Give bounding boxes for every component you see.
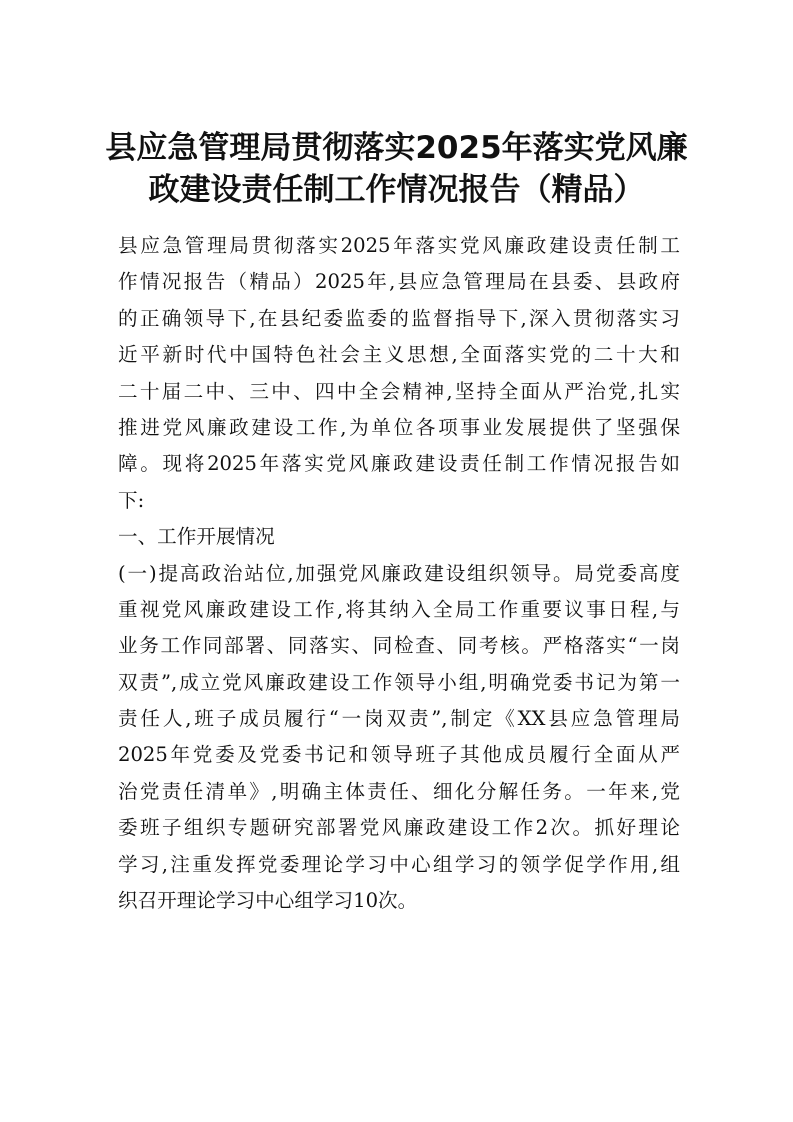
- body-line: 重视党风廉政建设工作,将其纳入全局工作重要议事日程,与: [118, 597, 680, 621]
- body-line: 责任人,班子成员履行“一岗双责”,制定《XX县应急管理局: [118, 707, 680, 731]
- document-title-line-2: 政建设责任制工作情况报告（精品）: [148, 172, 645, 208]
- body-line: 县应急管理局贯彻落实2025年落实党风廉政建设责任制工: [118, 234, 680, 257]
- document-title-line-1: 县应急管理局贯彻落实2025年落实党风廉: [105, 130, 688, 166]
- body-line: 推进党风廉政建设工作,为单位各项事业发展提供了坚强保: [118, 415, 680, 439]
- body-line: 2025年党委及党委书记和领导班子其他成员履行全面从严: [118, 743, 680, 767]
- body-line: 障。现将2025年落实党风廉政建设责任制工作情况报告如: [118, 452, 680, 476]
- body-line: 二十届二中、三中、四中全会精神,坚持全面从严治党,扎实: [118, 379, 680, 403]
- body-line: 的正确领导下,在县纪委监委的监督指导下,深入贯彻落实习: [118, 306, 680, 330]
- body-line: 委班子组织专题研究部署党风廉政建设工作2次。抓好理论: [118, 816, 680, 840]
- body-line: 近平新时代中国特色社会主义思想,全面落实党的二十大和: [118, 343, 680, 367]
- body-line: 学习,注重发挥党委理论学习中心组学习的领学促学作用,组: [118, 852, 680, 876]
- body-line: 治党责任清单》,明确主体责任、细化分解任务。一年来,党: [118, 779, 680, 803]
- body-line: 织召开理论学习中心组学习10次。: [118, 889, 418, 913]
- body-line: 下:: [118, 488, 145, 512]
- body-line: (一)提高政治站位,加强党风廉政建设组织领导。局党委高度: [118, 561, 680, 585]
- body-line: 双责”,成立党风廉政建设工作领导小组,明确党委书记为第一: [118, 670, 680, 694]
- section-heading: 一、工作开展情况: [118, 525, 275, 549]
- body-line: 作情况报告（精品）2025年,县应急管理局在县委、县政府: [118, 270, 680, 294]
- document-body: [118, 228, 680, 919]
- body-line: 业务工作同部署、同落实、同检查、同考核。严格落实“一岗: [118, 634, 680, 658]
